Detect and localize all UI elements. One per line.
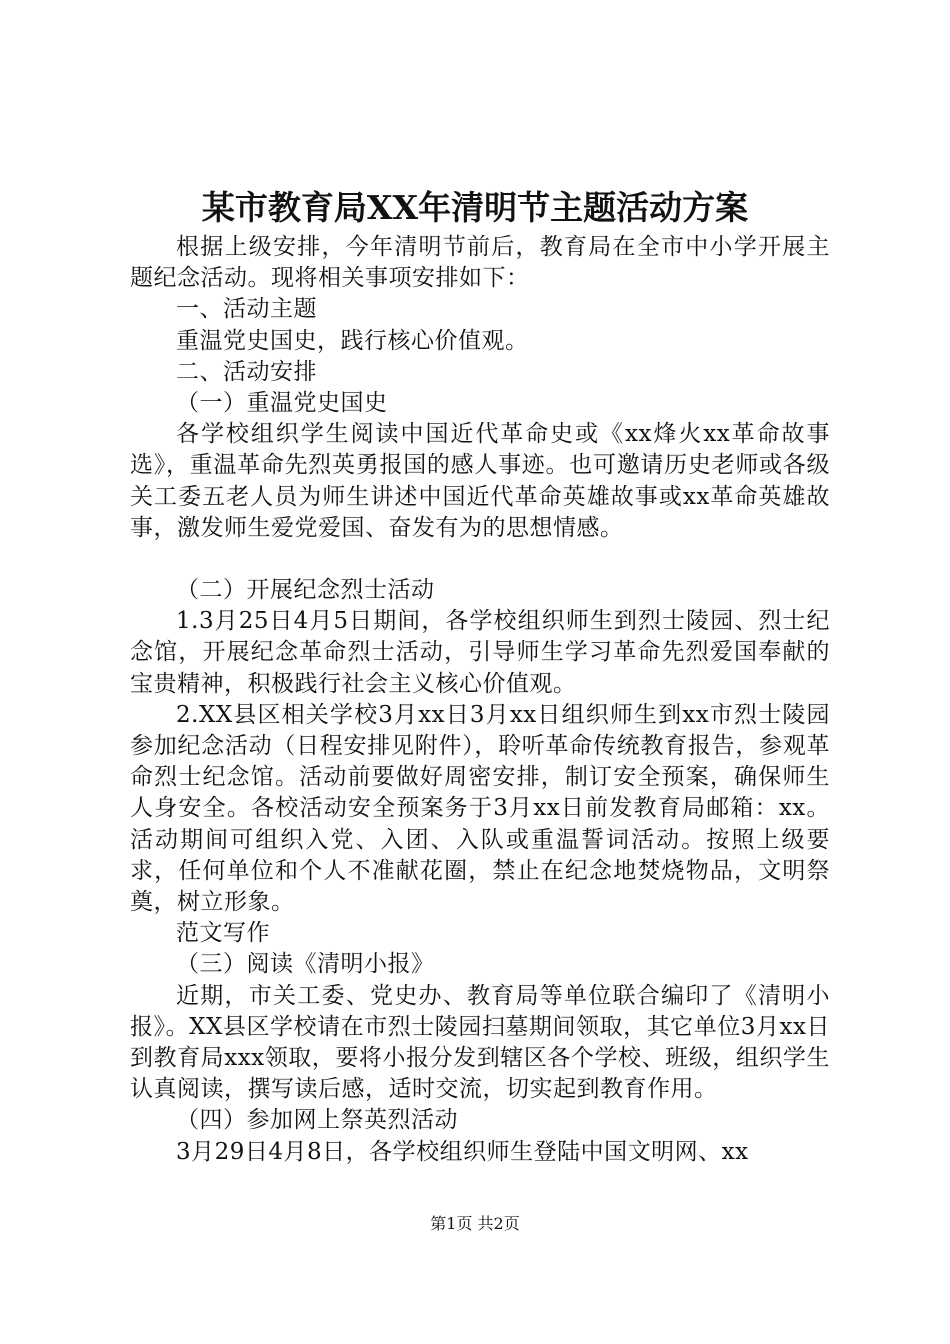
heading-subsection-1: （一）重温党史国史 <box>176 390 388 417</box>
paragraph-newspaper: 近期，市关工委、党史办、教育局等单位联合编印了《清明小报》。XX县区学校请在市烈士陵园扫墓期间领取，其它单位3月xx日到教育局xxx领取，要将小报分发到辖区各个学校、班级，组织学生认真阅读，撰写读后感，适时交流，切实起到教育作用。 <box>130 982 830 1103</box>
heading-section-1: 一、活动主题 <box>176 296 317 323</box>
paragraph-intro: 根据上级安排，今年清明节前后，教育局在全市中小学开展主题纪念活动。现将相关事项安排如下： <box>130 234 830 292</box>
paragraph-reading-history: 各学校组织学生阅读中国近代革命史或《xx烽火xx革命故事选》，重温革命先烈英勇报国的感人事迹。也可邀请历史老师或各级关工委五老人员为师生讲述中国近代革命英雄故事或xx革命英雄故事，激发师生爱党爱国、奋发有为的思想情感。 <box>130 421 830 541</box>
document-body <box>130 232 830 1168</box>
paragraph-fanwen: 范文写作 <box>176 920 270 947</box>
paragraph-online: 3月29日4月8日，各学校组织师生登陆中国文明网、xx <box>176 1138 749 1165</box>
heading-subsection-4: （四）参加网上祭英烈活动 <box>176 1107 458 1134</box>
heading-subsection-2: （二）开展纪念烈士活动 <box>176 577 435 604</box>
document-title: 某市教育局XX年清明节主题活动方案 <box>201 188 749 227</box>
page-indicator: 第1页 共2页 <box>430 1214 520 1233</box>
heading-section-2: 二、活动安排 <box>176 358 317 385</box>
paragraph-item-2: 2.XX县区相关学校3月xx日3月xx日组织师生到xx市烈士陵园参加纪念活动（日程安排见附件），聆听革命传统教育报告，参观革命烈士纪念馆。活动前要做好周密安排，制订安全预案，确保师生人身安全。各校活动安全预案务于3月xx日前发教育局邮箱：xx。活动期间可组织入党、入团、入队或重温誓词活动。按照上级要求，任何单位和个人不准献花圈，禁止在纪念地焚烧物品，文明祭奠，树立形象。 <box>130 701 830 916</box>
heading-subsection-3: （三）阅读《清明小报》 <box>176 951 435 978</box>
paragraph-item-1: 1.3月25日4月5日期间，各学校组织师生到烈士陵园、烈士纪念馆，开展纪念革命烈士活动，引导师生学习革命先烈爱国奉献的宝贵精神，积极践行社会主义核心价值观。 <box>130 608 830 697</box>
paragraph-theme: 重温党史国史，践行核心价值观。 <box>176 327 529 354</box>
